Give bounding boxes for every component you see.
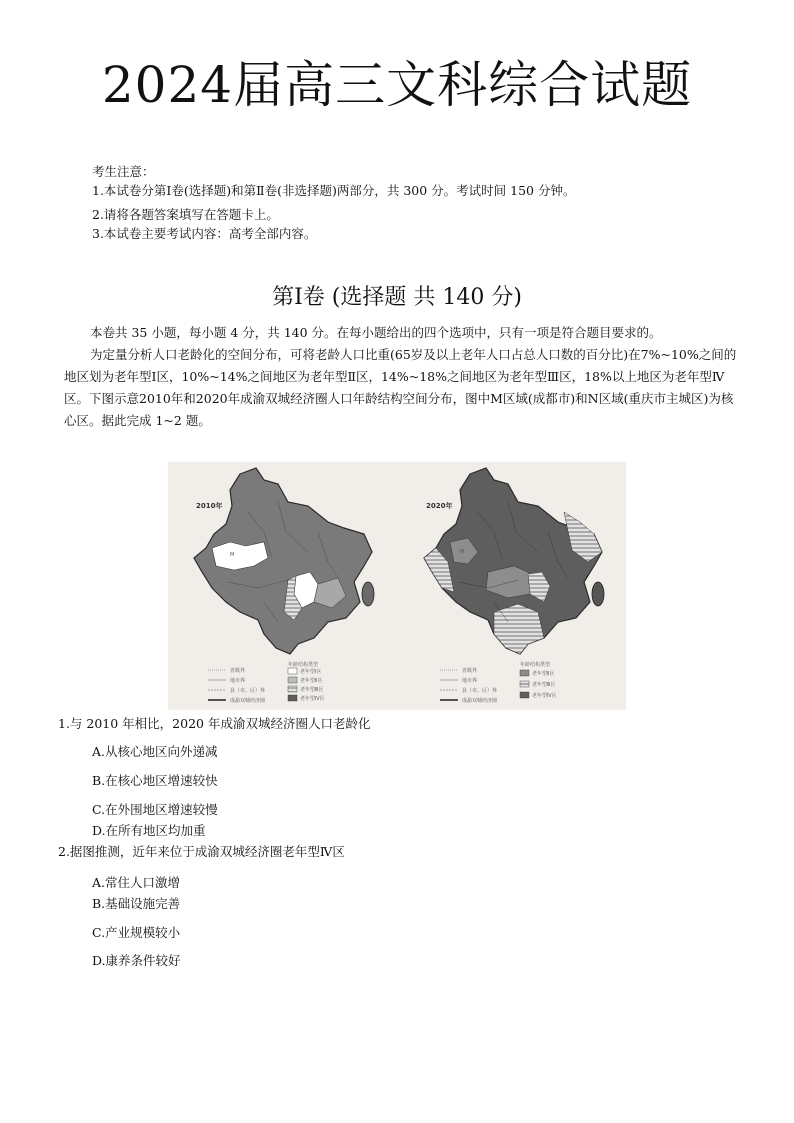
notes-item-1: 1.本试卷分第Ⅰ卷(选择题)和第Ⅱ卷(非选择题)两部分，共 300 分。考试时间 150 分钟。 [92,183,576,198]
candidate-notes [92,162,732,243]
map-2010 [194,468,374,704]
map-2010-legend-title: 年龄结构类型 [288,662,319,668]
svg-text:老年型Ⅱ区: 老年型Ⅱ区 [300,678,323,684]
question-1-stem: 1.与 2010 年相比，2020 年成渝双城经济圈人口老龄化 [58,716,371,731]
question-2-option-a: A.常住人口激增 [92,875,181,890]
question-2-option-c: C.产业规模较小 [92,925,181,940]
svg-text:成渝双城经济圈: 成渝双城经济圈 [462,698,498,704]
map-2020-year: 2020年 [426,502,453,510]
map-2020-legend-title: 年龄结构类型 [520,662,551,668]
intro-paragraph-2: 为定量分析人口老龄化的空间分布，可将老龄人口比重(65岁及以上老年人口占总人口数的百分比)在7%~10%之间的地区划为老年型Ⅰ区，10%~14%之间地区为老年型Ⅱ区，14%~18%之间地区为老年型Ⅲ区，18%以上地区为老年型Ⅳ区。下图示意2010年和2020年成渝双城经济圈人口年龄结构空间分布，图中M区域(成都市)和N区域(重庆市主城区)为核心区。据此完成 1~2 题。 [64,347,737,428]
map-figure [168,462,626,710]
map-2020-type3-south [494,604,544,654]
question-2-stem: 2.据图推测，近年来位于成渝双城经济圈老年型Ⅳ区 [58,844,345,859]
map-2020-legend [440,661,557,704]
intro-text [64,322,739,432]
svg-text:县（市、区）界: 县（市、区）界 [230,688,266,694]
question-1-option-b: B.在核心地区增速较快 [92,773,218,788]
question-2-option-b: B.基础设施完善 [92,896,181,911]
notes-heading: 考生注意： [92,164,155,179]
question-1-option-c: C.在外围地区增速较慢 [92,802,218,817]
map-2010-year: 2010年 [196,502,223,510]
question-1-option-d: D.在所有地区均加重 [92,823,206,838]
notes-item-3: 3.本试卷主要考试内容：高考全部内容。 [92,226,317,241]
svg-text:省级界: 省级界 [462,668,478,674]
svg-text:老年型Ⅱ区: 老年型Ⅱ区 [532,671,555,677]
svg-text:老年型Ⅳ区: 老年型Ⅳ区 [532,693,557,699]
question-1-option-a: A.从核心地区向外递减 [92,744,218,759]
svg-text:地市界: 地市界 [462,678,478,684]
map-2010-legend [208,661,325,704]
svg-text:地市界: 地市界 [230,678,246,684]
exam-title: 2024届高三文科综合试题 [101,56,693,114]
svg-text:老年型Ⅲ区: 老年型Ⅲ区 [532,682,556,688]
svg-text:老年型Ⅳ区: 老年型Ⅳ区 [300,696,325,702]
notes-item-2: 2.请将各题答案填写在答题卡上。 [92,207,279,222]
svg-text:M: M [460,549,465,555]
svg-text:省级界: 省级界 [230,668,246,674]
map-2020 [424,468,604,704]
intro-paragraph-1: 本卷共 35 小题，每小题 4 分，共 140 分。在每小题给出的四个选项中，只有一项是符合题目要求的。 [90,325,662,340]
section-title: 第Ⅰ卷 (选择题 共 140 分) [272,285,522,310]
svg-text:县（市、区）界: 县（市、区）界 [462,688,498,694]
svg-text:M: M [230,552,235,558]
svg-text:老年型Ⅲ区: 老年型Ⅲ区 [300,687,324,693]
svg-text:老年型Ⅰ区: 老年型Ⅰ区 [300,669,322,675]
map-figure-svg [168,462,626,710]
question-2-option-d: D.康养条件较好 [92,953,181,968]
svg-text:成渝双城经济圈: 成渝双城经济圈 [230,698,266,704]
